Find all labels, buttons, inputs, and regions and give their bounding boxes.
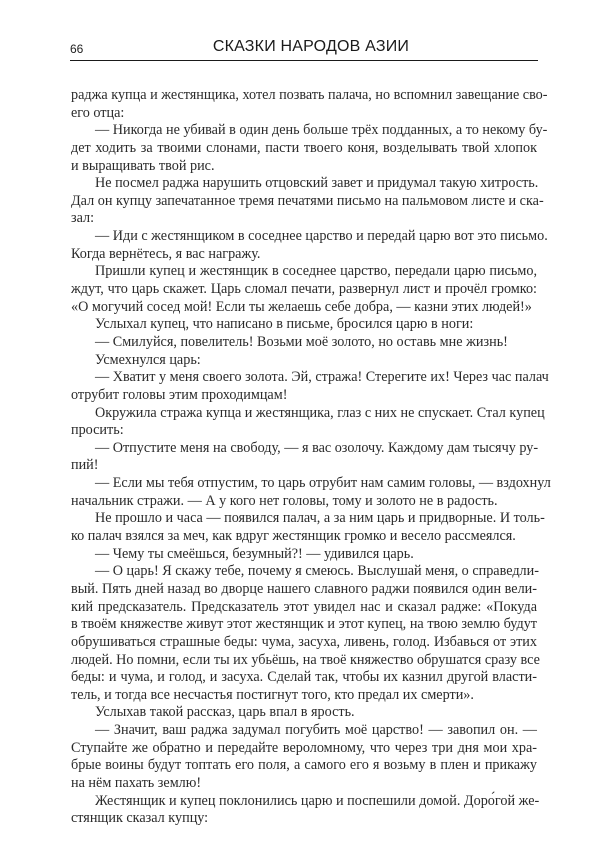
text-line: тель, и тогда все несчастья постигнут того, кто предал их смерти». (71, 686, 474, 703)
paragraph-first-line: — Смилуйся, повелитель! Возьми моё золото, но оставь мне жизнь! (95, 333, 508, 350)
paragraph-first-line: — Значит, ваш раджа задумал погубить моё царство! — завопил он. — (95, 722, 537, 739)
paragraph-first-line: — Никогда не убивай в один день больше трёх подданных, а то некому бу- (95, 122, 548, 139)
paragraph-first-line: Усмехнулся царь: (95, 351, 201, 368)
paragraph-first-line: — О царь! Я скажу тебе, почему я смеюсь. Выслушай меня, о справедли- (95, 563, 539, 580)
body-text (71, 87, 551, 828)
text-line: ждут, что царь скажет. Царь сломал печати, развернул лист и прочёл громко: (71, 281, 537, 298)
text-line: Когда вернётесь, я вас награжу. (71, 245, 261, 262)
paragraph-first-line: — Иди с жестянщиком в соседнее царство и передай царю вот это письмо. (95, 228, 548, 245)
paragraph-first-line: — Если мы тебя отпустим, то царь отрубит нам самим головы, — вздохнул (95, 475, 551, 492)
text-line: стянщик сказал купцу: (71, 810, 209, 827)
paragraph-first-line: Не прошло и часа — появился палач, а за ним царь и придворные. И толь- (95, 510, 545, 527)
paragraph-first-line: Пришли купец и жестянщик в соседнее царство, передали царю письмо, (95, 263, 537, 280)
text-line: Ступайте же обратно и передайте вероломному, что через три дня мои хра- (71, 739, 537, 756)
running-title: СКАЗКИ НАРОДОВ АЗИИ (212, 38, 410, 55)
text-line: кий предсказатель. Предсказатель этот увидел нас и сказал радже: «Покуда (71, 598, 537, 615)
paragraph-first-line: Услыхав такой рассказ, царь впал в ярость. (95, 704, 355, 721)
text-line: отрубит головы этим проходимцам! (71, 386, 288, 403)
paragraph-first-line: Услыхал купец, что написано в письме, бросился царю в ноги: (95, 316, 474, 333)
paragraph-first-line: — Хватит у меня своего золота. Эй, стража! Стерегите их! Через час палач (95, 369, 549, 386)
text-line: брые воины будут топтать его поля, а самого его я возьму в плен и прикажу (71, 757, 537, 774)
text-line: и выращивать твой рис. (71, 157, 215, 174)
paragraph-first-line: Жестянщик и купец поклонились царю и поспешили домой. Доро́гой же- (95, 792, 540, 809)
text-line: Дал он купцу запечатанное тремя печатями письмо на пальмовом листе и ска- (71, 192, 544, 209)
paragraph-first-line: Окружила стража купца и жестянщика, глаз с них не спускает. Стал купец (95, 404, 545, 421)
text-line: обрушиваться страшные беды: чума, засуха, ливень, голод. Избавься от этих (71, 633, 537, 650)
text-line: в твоём княжестве живут этот жестянщик и этот купец, на твою землю будут (71, 616, 537, 633)
text-line: зал: (71, 210, 95, 227)
text-line: «О могучий сосед мой! Если ты желаешь себе добра, — казни этих людей!» (71, 298, 532, 315)
text-line: беды: и чума, и голод, и засуха. Сделай так, чтобы их казнил другой власти- (71, 669, 537, 686)
text-line: людей. Но помни, если ты их убьёшь, на твоё княжество обрушатся сразу все (71, 651, 540, 668)
text-line: раджа купца и жестянщика, хотел позвать палача, но вспомнил завещание сво- (71, 87, 548, 103)
text-line: просить: (71, 422, 124, 439)
text-line: ко палач взялся за меч, как вдруг жестянщик громко и весело рассмеялся. (71, 528, 516, 545)
text-line: вый. Пять дней назад во дворце нашего славного раджи появился один вели- (71, 580, 537, 597)
text-line: пий! (71, 457, 99, 474)
text-line: на нём пахать землю! (71, 774, 202, 791)
paragraph-first-line: Не посмел раджа нарушить отцовский завет и придумал такую хитрость. (95, 175, 539, 192)
text-line: его отца: (71, 104, 125, 121)
text-line: дет ходить за твоими слонами, пасти твоего коня, возделывать твой хлопок (71, 139, 537, 156)
paragraph-first-line: — Чему ты смеёшься, безумный?! — удивился царь. (95, 545, 414, 562)
paragraph-first-line: — Отпустите меня на свободу, — я вас озолочу. Каждому дам тысячу ру- (95, 439, 539, 456)
page-number: 66 (70, 42, 84, 56)
text-line: начальник стражи. — А у кого нет головы, тому и золото не в радость. (71, 492, 498, 509)
page-header (70, 38, 538, 61)
